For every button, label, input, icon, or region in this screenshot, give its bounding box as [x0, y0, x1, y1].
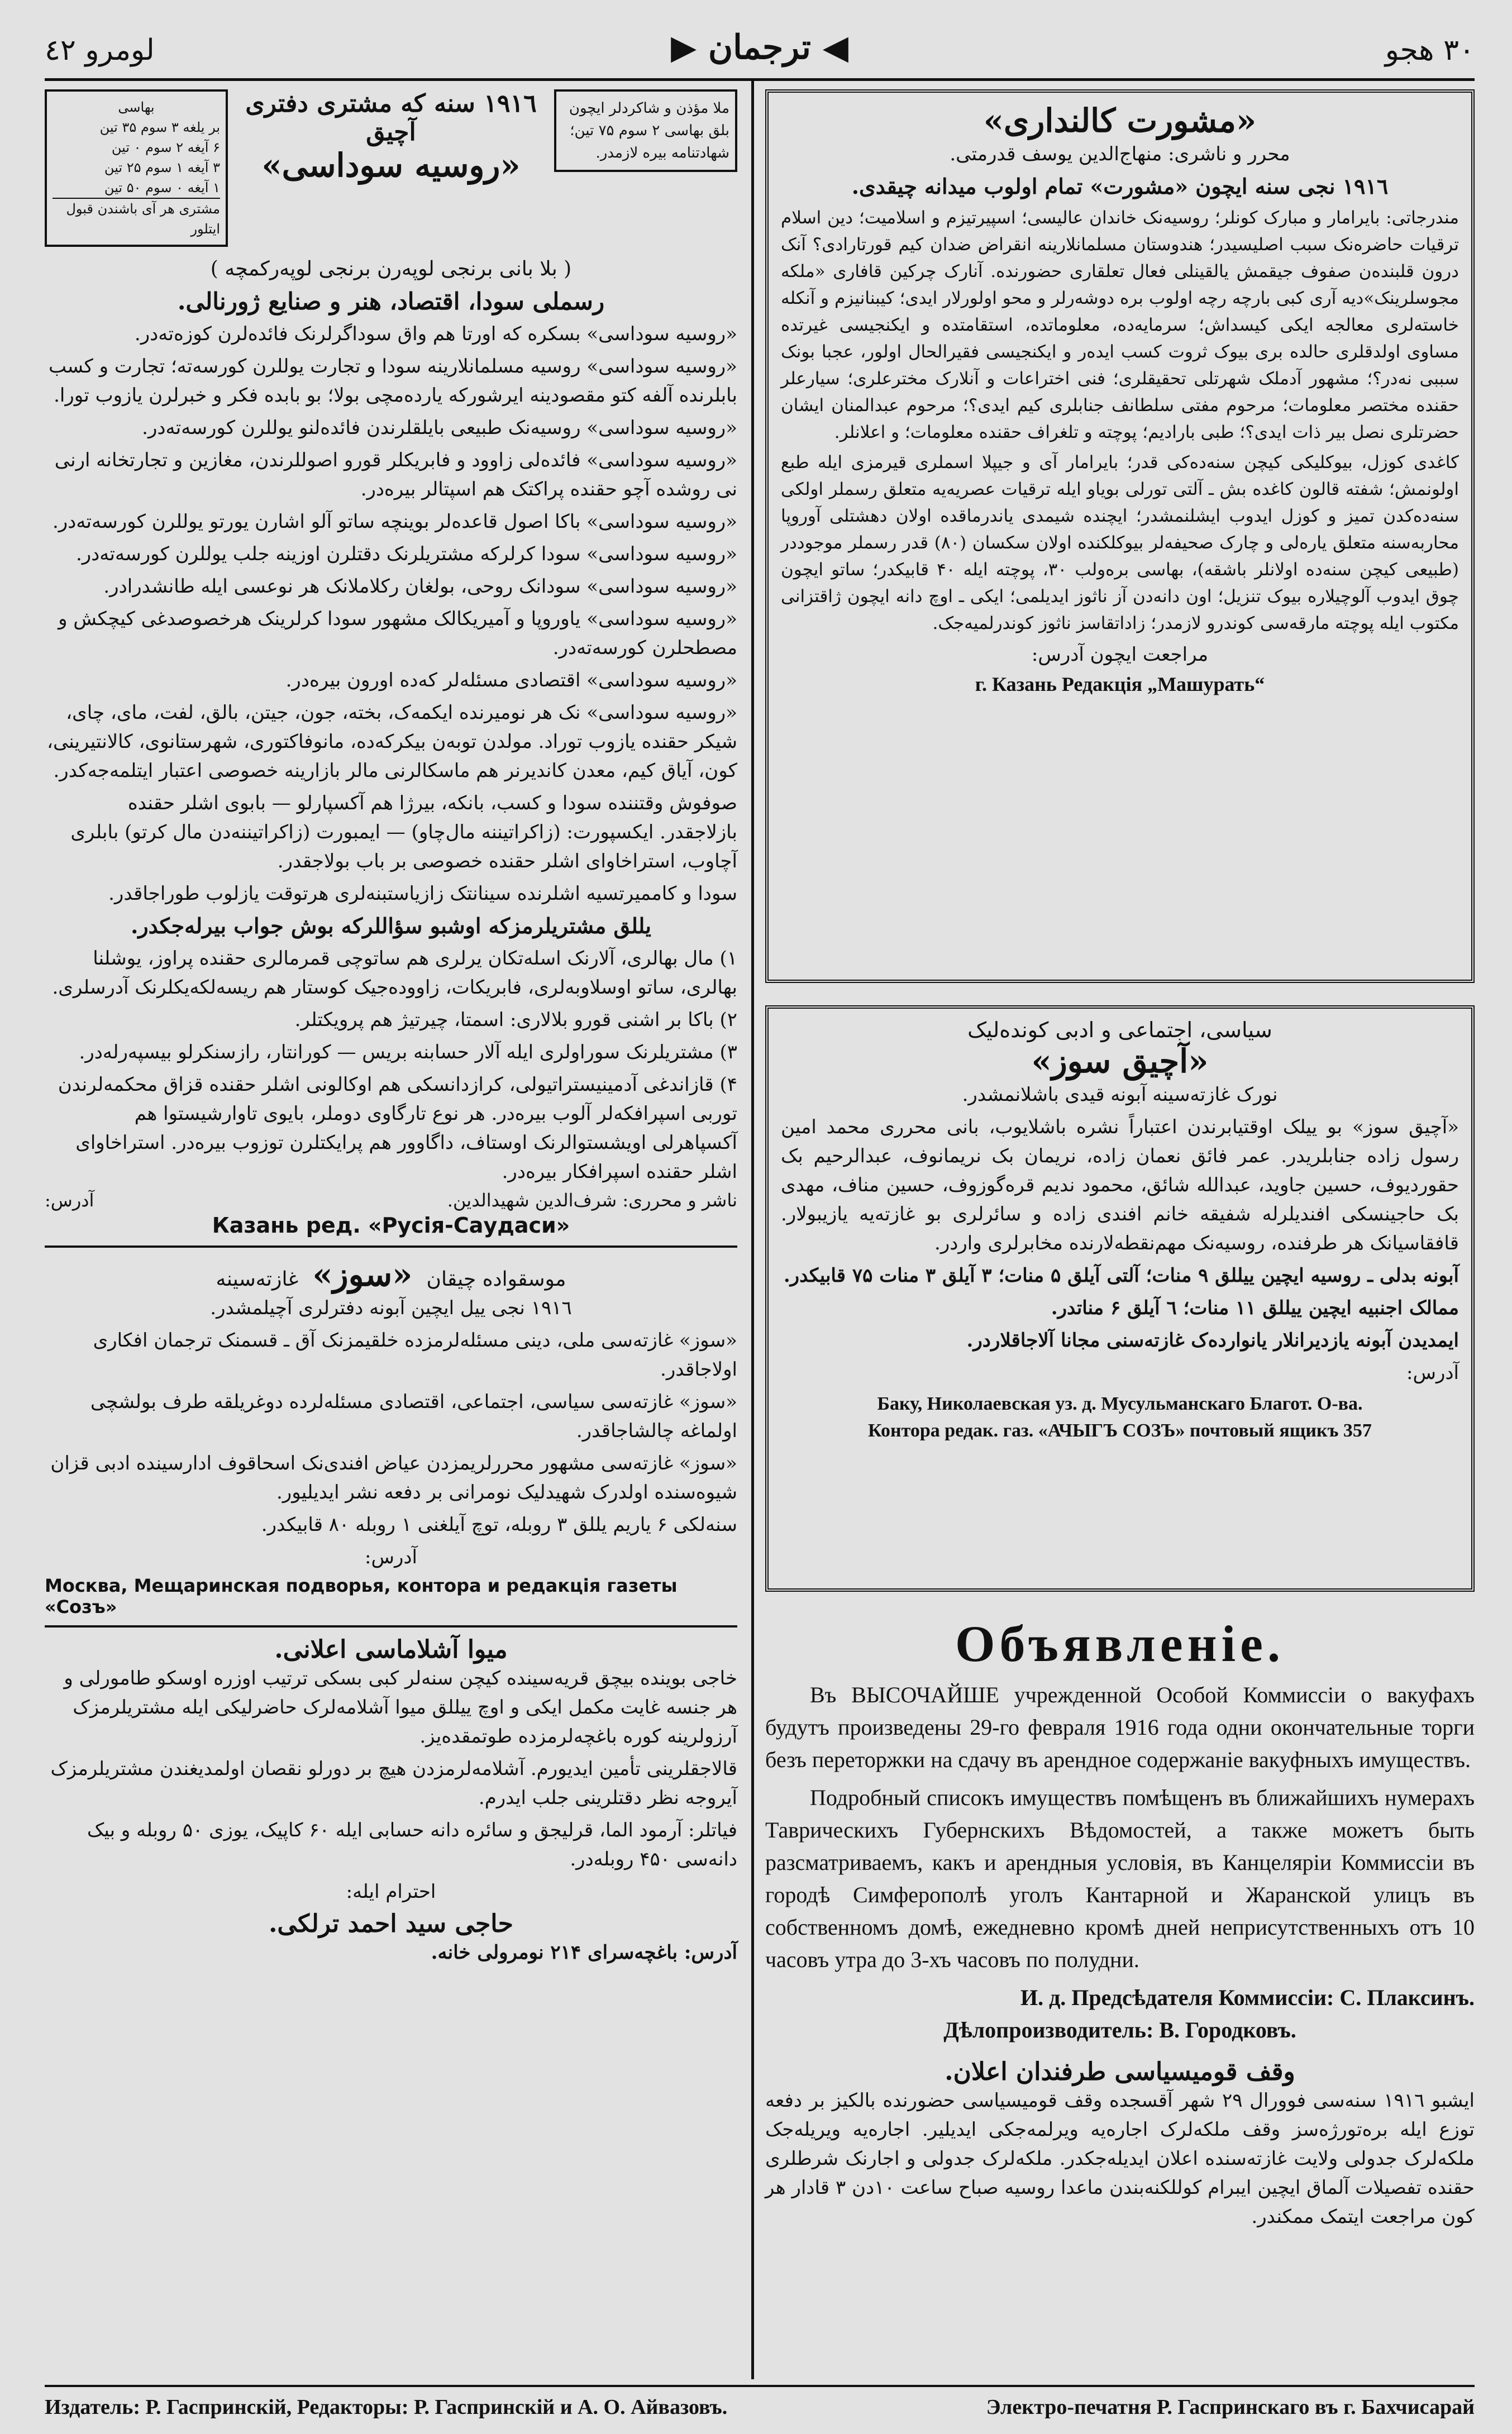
fruit-signature: حاجی سید احمد ترلکی.: [269, 1910, 513, 1938]
notice-title: Объявленіе.: [955, 1615, 1285, 1672]
fruit-address: آدرس: باغچه‌سرای ۲۱۴ نومرولی خانه.: [431, 1941, 737, 1964]
soz-address: Москва, Мещаринская подворья, контора и редакція газеты «Созъ»: [45, 1575, 678, 1617]
feature-item: «روسیه سوداسی» یاوروپا و آمیریکالک مشهور سودا کرلرینک هرخصوصدغی کیچکش و مصطحلرن کورسه‌ته‌در.: [58, 608, 737, 659]
issue-date: ۳۰ هجو: [1385, 34, 1475, 67]
feature-item: «روسیه سوداسی» نک هر نومیرنده ایکمه‌ک، بخته، جون، جیتن، بالق، لفت، مای، چای، شیکر حقنده یازوب توراد. مولدن توبه‌ن بیکرکه‌ده، مانوفاکتوری، شهرستانوی، کالانتیرینی، کون، آیاق کیم، معدن کاندیرنر هم ماسکالرنی مالر بازارینه خصوصی اعتبار ایتلمه‌جه‌کدر.: [46, 701, 737, 782]
subtitle-2: رسملی سودا، اقتصاد، هنر و صنایع ژورنالی.: [177, 288, 605, 315]
question-item: ۴) قازاندغی آدمینیستراتیولی، کرازدانسکی هم اوکالونی اشلر حقنده قزاق محکمه‌لرندن توربی اسپرافکه‌لر آلوب بیره‌در. هر نوع تارگاوی دوملر، بایوی تاوارشیستوا هم آکسپاهرلی اویشستوالرنک اوستاف، داگاوور هم پرایکتلرن توزوب بیره‌در. استراخاوای اشلر حقنده اسپرافکار بیره‌در.: [58, 1073, 737, 1183]
price-row: بهاسی: [118, 99, 155, 115]
publisher-row: [45, 1190, 737, 1211]
calendar-contents: مندرجاتی: بایرامار و مبارک کونلر؛ روسیه‌نک خاندان عالیسی؛ اسپیرتیزم و اسلامیت؛ دین اسلام ترقیات حاضره‌نک سبب اصلیسیدر؛ هندوستان مسلمانلارینه انقراض ضدان کیم قورتارادی؟ آنک درون قلبنده‌ن صفوف جیقمش یالقینلی فعال تعلقاری حضورنده. آنارک چرکین قافاری «ملکه مجوسلرینک»دیه آری کبی بارچه رچه اولوب بره دوشه‌رلر و محو اولورلار ایدی؛ کیبنانیزم و آنکله خاسته‌لری معالجه ایکی کیسداش؛ سرمایه‌ده، معلوماتده، استقامتده و ایکنجیسی غیرتده مساوی اولدقلری حالده بری بیوک ثروت کسب ایده‌ر و ایکنجیسی فقیرالحال اولور، عجبا بونک سببی نه‌در؟؛ مشهور آدملک شهرتلی تحقیقلری؛ فنی اختراعات و آنلارک مخترعلری؛ سیارعلر حقنده مختصر معلومات؛ مرحوم مفتی سلطانف جنابلری کیم ایدی؟؛ مرحوم عبدالمنان ایشان حضرتلری نصل بیر ذات ایدی؟؛ طبی بارادیم؛ پوچته و تلغراف حقنده معلومات؛ و اعلانلر.: [781, 208, 1459, 442]
right-column: [765, 89, 1475, 2235]
feature-item: «روسیه سوداسی» باکا اصول قاعده‌لر بوینچه ساتو آلو اشارن یورتو یوللرن کورسه‌ته‌در.: [52, 510, 737, 533]
soz-item: «سوز» غازته‌سی ملی، دینی مسئله‌لرمزده خلقیمزنک آق ـ قسمنک ترجمان افکاری اولاجاقدر.: [93, 1329, 737, 1381]
questions-heading: یللق مشتریلرمزکه اوشبو سؤاللرکه بوش جواب بیرله‌جکدر.: [131, 913, 651, 938]
calendar-ad: [765, 89, 1475, 983]
feature-item: سودا و کاممیرتسیه اشلرنده سینانتک زازیاستبنه‌لری هرتوقت یازلوب طوراجاقدر.: [108, 882, 737, 905]
soz-name: «سوز»: [312, 1256, 413, 1294]
feature-list: [45, 319, 737, 908]
imprint-printer: Электро-печатня Р. Гаспринскаго въ г. Бахчисарай: [986, 2395, 1475, 2419]
notice-p2: Подробный списокъ имуществъ помѣщенъ въ ближайшихъ нумерахъ Таврическихъ Губернскихъ Вѣдомостей, а также можетъ быть разсматриваемъ, какъ и арендныя условія, въ Канцеляріи Коммиссіи въ городѣ Симферополѣ уголъ Кантарной и Жаранской улицъ въ собственномъ домѣ, ежедневно кромѣ дней неприсутственныхъ отъ 10 часовъ утра до 3-хъ часовъ по полудни.: [765, 1785, 1475, 1972]
waqf-title: وقف قومیسیاسی طرفندان اعلان.: [945, 2058, 1295, 2086]
soz-tail: غازته‌سینه: [216, 1268, 299, 1291]
achiq-sub: سیاسی، اجتماعی و ادبی کونده‌لیک: [967, 1018, 1272, 1042]
masthead: [45, 22, 1475, 81]
soz-ad: [45, 1256, 737, 1294]
achiq-address: [781, 1391, 1459, 1444]
price-row: ۳ آیغه ۱ سوم ۲۵ تین: [104, 160, 220, 175]
feature-item: «روسیه سوداسی» روسیه مسلمانلارینه سودا و تجارت یوللرن کورسه‌ته؛ تجارت و کسب بابلرنده آلفه کتو مقصودینه ایرشورکه یارده‌مچی بولا؛ بو بابده فکر و خبرلرن یازوب تورا.: [48, 355, 737, 407]
issue-number: لومرو ٤٢: [45, 34, 155, 67]
paper-name: «روسیه سوداسی»: [261, 146, 521, 184]
question-item: ۲) باکا بر اشنی قورو بلالاری: اسمتا، چیرتیژ هم پرویکتلر.: [294, 1009, 737, 1031]
subtitle-1: ( بلا بانی برنجی لوپه‌رن برنجی لوپه‌رکمچه ): [210, 257, 572, 280]
kazan-address: Казань ред. «Русія-Саудаси»: [212, 1213, 570, 1238]
fruit-item: خاجی بوینده بیچق قریه‌سینده کیچن سنه‌لر کبی بسکی ترتیب اوزره اوسکو طامورلی و هر جنسه غایت مکمل ایکی و اوچ ییللق میوا آشلامه‌لرک حاضرلیکی ایله مشتریلرمزک آرزولرینه کوره باغچه‌لرمزده طوتمقده‌یز.: [64, 1667, 737, 1748]
notice-p1: Въ ВЫСОЧАЙШЕ учрежденной Особой Коммиссіи о вакуфахъ будутъ произведены 29-го февраля 1916 года одни окончательные торги безъ переторжки на сдачу въ арендное содержаніе вакуфныхъ имуществъ.: [765, 1682, 1475, 1772]
address-label: آدرس:: [45, 1190, 94, 1211]
section-rule: [45, 1245, 737, 1248]
fruit-item: قالاجقلرینی تأمین ایدیورم. آشلامه‌لرمزدن هیچ بر دورلو نقصان اولمدیغندن مشتریلرمزک آیروجه نظر دقتلرینی جلب ایدرم.: [50, 1758, 737, 1809]
notice-sign-2: Дѣлопроизводитель: В. Городковъ.: [943, 2017, 1296, 2042]
price-row: بر یلغه ۳ سوم ۳۵ تین: [99, 120, 220, 135]
soz-item: «سوز» غازته‌سی مشهور محررلریمزدن عیاض افندی‌نک اسحاقوف ادارسینده ادبی قزان شیوه‌سنده اولدرک شهیدلیک نومرانی بر دفعه نشر ایدیلیور.: [50, 1452, 737, 1504]
feature-item: «روسیه سوداسی» اقتصادی مسئله‌لر که‌ده اورون بیره‌در.: [285, 669, 737, 691]
achiq-address-line: Баку, Николаевская уз. д. Мусульманскаго Благот. О-ва.: [877, 1393, 1363, 1414]
fruit-respect: احترام ایله:: [346, 1881, 436, 1903]
price-table: [45, 89, 228, 247]
year-line: ۱۹۱٦ سنه که مشتری دفتری: [245, 89, 537, 118]
calendar-editor: محرر و ناشری: منهاج‌الدین یوسف قدرمتی.: [950, 143, 1290, 165]
calendar-apply: مراجعت ایچون آدرس:: [1031, 643, 1209, 666]
soz-year: ۱۹۱٦ نجی ییل ایچین آبونه دفترلری آچیلمشدر.: [210, 1297, 572, 1319]
soz-address-label: آدرس:: [365, 1546, 417, 1568]
achiq-name: «آچیق سوز»: [1031, 1042, 1209, 1080]
imprint-publisher: Издатель: Р. Гаспринскій, Редакторы: Р. Гаспринскій и А. О. Айвазовъ.: [45, 2395, 728, 2419]
price-row: ۱ آیغه ۰ سوم ۵۰ تین: [104, 180, 220, 195]
feature-item: صوفوش وقتننده سودا و کسب، بانکه، بیرژا هم آکسپارلو — بابوی اشلر حقنده بازلاجقدر. ایکسپورت: (زاکراتیننه مال‌چاو) — ایمبورت (زاکراتیننه‌دن مال کرتو) بابلری آچاوب، استراخاوای اشلر حقنده خصوصی بر باب بولاجقدر.: [70, 792, 737, 872]
publisher-line: ناشر و محرری: شرف‌الدین شهیدالدین.: [447, 1190, 737, 1211]
achiq-p2: «آچیق سوز» بو ییلک اوقتیابرندن اعتباراً نشره باشلایوب، بانی محرری محمد امین رسول زاده جنابلریدر. عمر فائق نعمان زاده، نریمان بک نریمانوف، عبدالرحیم بک حقوردیوف، حسین جاوید، عبدالله شائق، محمود ندیم قره‌گوزوف، حسین مناف، مهدی بک حاجینسکی افندیلرله شفیقه خانم افندی زاده و سائرلری بو غازته‌یه یازیبولار. قافقاسیانک هر طرفنده، روسیه‌نک مهم‌نقطه‌لارنده مخابرلری واردر.: [781, 1116, 1459, 1254]
feature-item: «روسیه سوداسی» سودانک روحی، بولغان رکلاملانک هر نوعسی ایله طانشدرادر.: [103, 575, 737, 598]
price-row: ۶ آیغه ۲ سوم ۰ تین: [111, 140, 220, 155]
fruit-price: فیاتلر: آرمود الما، قرلیجق و سائره دانه حسابی ایله ۶۰ کاپیک، یوزی ۵۰ روبله و بیک دانه‌سی ۴۵۰ روبله‌در.: [87, 1819, 737, 1870]
soz-item: سنه‌لکی ۶ یاریم یللق ۳ روبله، توچ آیلغنی ۱ روبله ۸۰ قابیکدر.: [261, 1514, 737, 1536]
waqf-text: ایشبو ۱۹۱٦ سنه‌سی فوورال ۲۹ شهر آقسجده وقف قومیسیاسی حضورنده بالکیز بر دفعه توزع ایله بره‌تورژه‌سز وقف ملکه‌لرک اجاره‌یه ویرلمه‌جکی ایدیلیر. اجاره‌یه ویریله‌جک ملکه‌لرک جدولی ولایت غازته‌سنده اعلان ایدیله‌جکدر. ملکه‌لرک جدولی و اجارنک شرطلری حقنده تفصیلات آلماق ایچین ایبرام کوللکنه‌بندن ماعدا روسیه صباح ساعت ۱۰دن ۳ قادار هر کون مراجعت ایتمک ممکندر.: [765, 2089, 1475, 2228]
calendar-details: کاغدی کوزل، بیوکلیکی کیچن سنه‌ده‌کی قدر؛ بایرامار آی و جیپلا اسملری قیرمزی ایله طبع اولونمش؛ شفته قالون کاغده بش ـ آلتی تورلی بویاو ایله ترقیات عصریه‌یه متعلق رسملر اولکی سنه‌ده‌کدن تمیز و کوزل ایدوب ایشلنمشدر؛ ایچنده شیمدی یاندرماقده اولان دهشتلی آوروپا محاربه‌سنه متعلق یاره‌لی و چارک صحیفه‌لر بیوکلکنده اولان سکسان (۸۰) قدر رسملر موجوددر (طبیعی کیچن سنه‌ده اولانلر باشقه)، بهاسی بره‌ولب ۳۰، پوچته ایله ۴۰ قابیکدر؛ ساتو ایچون چوق ایدوب آلوچیلاره بیوک تنزیل؛ اون دانه‌دن آز ناثوز ایدیلمی؛ ایکی ـ اوچ دانه ایچون ژاقتزانی مکتوب ایله پوچته مارقه‌سی کوندرو لازمدر؛ زاداتقاسز ناثوز کوندرلمیه‌جک.: [781, 452, 1459, 633]
calendar-address: г. Казань Редакція „Машурать“: [975, 673, 1265, 695]
student-price-box: ملا مؤذن و شاکردلر ایچون بلق بهاسی ۲ سوم ۷۵ تین؛ شهادتنامه بیره لازمدر.: [554, 89, 737, 172]
feature-item: «روسیه سوداسی» بسکره که اورتا هم واق سوداگرلرنک فائده‌لرن کوزه‌ته‌در.: [134, 323, 737, 345]
column-divider: [751, 81, 754, 2379]
soz-item: «سوز» غازته‌سی سیاسی، اجتماعی، اقتصادی مسئله‌لرده دوغریلقه طرف بولشچی اولماغه چالشاجاقدر.: [90, 1391, 737, 1442]
russian-notice: [765, 1614, 1475, 2046]
russia-sudasi-header: [45, 89, 737, 247]
question-item: ۳) مشتریلرنک سوراولری ایله آلار حسابنه بریس — کورانتار، رازسنکرلو بیسپه‌رله‌در.: [79, 1041, 737, 1063]
feature-item: «روسیه سوداسی» سودا کرلرکه مشتریلرنک دقتلرن اوزینه جلب یوللرن کورسه‌ته‌در.: [75, 543, 737, 565]
open-label: آچیق: [366, 118, 416, 146]
calendar-year: ۱۹۱٦ نجی سنه ایچون «مشورت» تمام اولوب میدانه چیقدی.: [851, 174, 1389, 199]
feature-item: «روسیه سوداسی» فائده‌لی زاوود و فابریکلر قورو اصوللرندن، مغازین و تجارتخانه ارنی نی روشده آچو حقنده پراکتک هم اسپتالر بیره‌در.: [54, 449, 737, 500]
subscription-heading: [237, 89, 545, 184]
achiq-p3: ایمدیدن آبونه یازدیرانلار یانوارده‌ک غازته‌سنی مجانا آلاجاقلاردر.: [966, 1329, 1459, 1352]
achiq-soz-ad: [765, 1005, 1475, 1592]
section-rule: [45, 1625, 737, 1628]
achiq-address-line: Контора редак. газ. «АЧЫГЪ СОЗЪ» почтовый ящикъ 357: [868, 1420, 1372, 1441]
waqf-notice: [765, 2058, 1475, 2231]
calendar-title: «مشورت کالنداری»: [983, 102, 1257, 140]
notice-sign-1: И. д. Предсѣдателя Коммиссіи: С. Плаксинъ.: [1020, 1985, 1475, 2010]
paper-title: ◀ ترجمان ▶: [671, 28, 848, 67]
achiq-p1: نورک غازته‌سینه آبونه قیدی باشلانمشدر.: [962, 1084, 1278, 1106]
imprint: [45, 2385, 1475, 2419]
left-column: [45, 89, 737, 1970]
soz-intro: موسقواده چیقان: [426, 1268, 566, 1291]
price-row: مشتری هر آی باشندن قبول ایتلور: [53, 198, 220, 239]
achiq-address-label: آدرس:: [1406, 1362, 1459, 1384]
fruit-title: میوا آشلاماسی اعلانی.: [274, 1635, 508, 1664]
achiq-price-1: آبونه بدلی ـ روسیه ایچین ییللق ۹ منات؛ آلتی آیلق ۵ منات؛ ۳ آیلق ۳ منات ۷۵ قابیکدر.: [783, 1264, 1459, 1287]
feature-item: «روسیه سوداسی» روسیه‌نک طبیعی بایلقلرندن فائده‌لنو یوللرن کورسه‌ته‌در.: [142, 417, 737, 439]
question-item: ۱) مال بهالری، آلارنک اسله‌تکان یرلری هم ساتوچی قمرمالری حقنده پراوز، یوشلنا بهالری، ساتو اوسلاوبه‌لری، فابریکات، زاووده‌جیک کوستار هم ریسه‌لکه‌یکلرنک آدرسلری.: [52, 947, 737, 999]
achiq-price-2: ممالک اجنبیه ایچین ییللق ۱۱ منات؛ ٦ آیلق ۶ مناتدر.: [1051, 1297, 1459, 1319]
